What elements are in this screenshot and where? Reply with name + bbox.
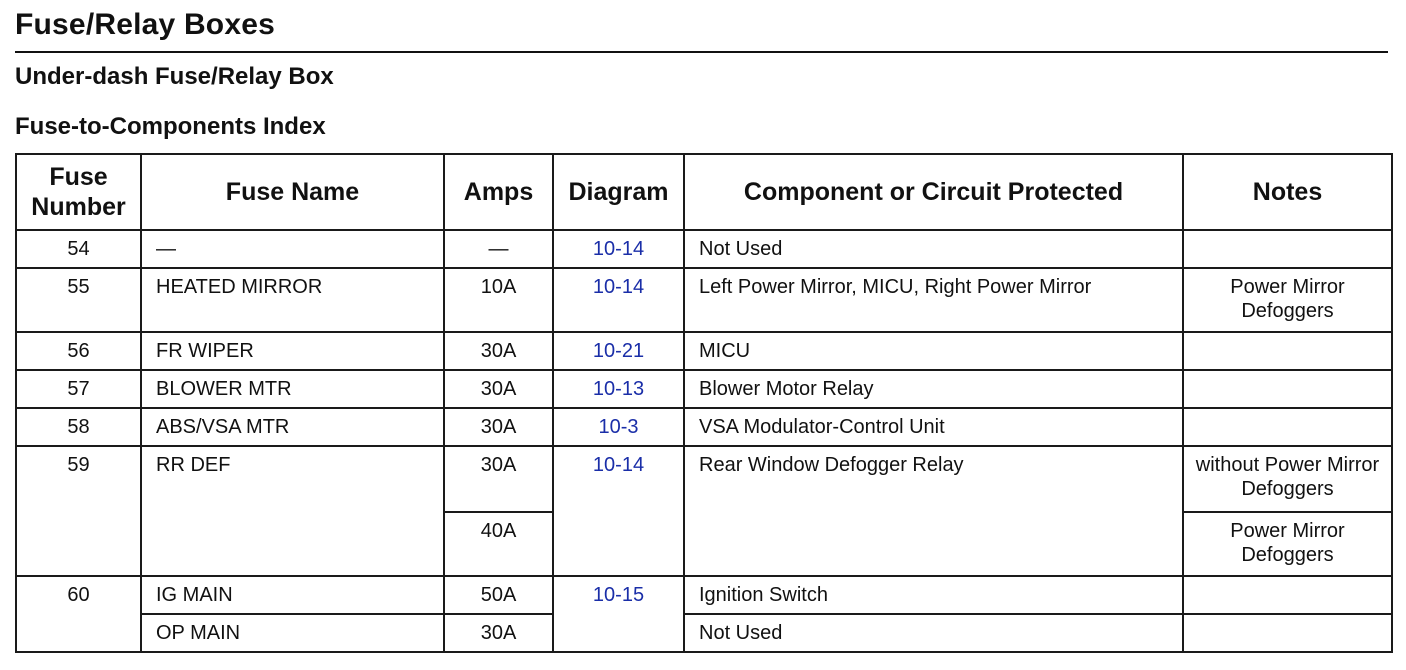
amps-cell: 30A	[444, 370, 553, 408]
amps-cell: 40A	[444, 512, 553, 576]
table-header-row	[16, 154, 1392, 230]
amps-cell: 30A	[444, 614, 553, 652]
table-row	[16, 446, 1392, 512]
fuse-number-cell: 60	[16, 576, 141, 652]
column-header-component: Component or Circuit Protected	[684, 154, 1183, 230]
table-row	[16, 614, 1392, 652]
diagram-link[interactable]: 10-15	[553, 576, 684, 652]
component-cell: Not Used	[684, 230, 1183, 268]
amps-cell: 30A	[444, 446, 553, 512]
diagram-link[interactable]: 10-21	[553, 332, 684, 370]
page-title: Fuse/Relay Boxes	[15, 8, 275, 41]
component-cell: Blower Motor Relay	[684, 370, 1183, 408]
fuse-number-cell: 58	[16, 408, 141, 446]
diagram-link[interactable]: 10-14	[553, 268, 684, 332]
column-header-notes: Notes	[1183, 154, 1392, 230]
table-row	[16, 332, 1392, 370]
notes-cell	[1183, 408, 1392, 446]
notes-cell	[1183, 268, 1392, 332]
notes-cell	[1183, 370, 1392, 408]
amps-cell: 10A	[444, 268, 553, 332]
column-header-fuse-name: Fuse Name	[141, 154, 444, 230]
component-cell: Ignition Switch	[684, 576, 1183, 614]
column-header-diagram: Diagram	[553, 154, 684, 230]
table-row	[16, 230, 1392, 268]
fuse-number-cell: 57	[16, 370, 141, 408]
table-row	[16, 408, 1392, 446]
fuse-index-table	[15, 153, 1393, 653]
table-row	[16, 370, 1392, 408]
fuse-name-cell: IG MAIN	[141, 576, 444, 614]
component-cell: VSA Modulator-Control Unit	[684, 408, 1183, 446]
diagram-link[interactable]: 10-14	[553, 446, 684, 576]
fuse-name-cell: FR WIPER	[141, 332, 444, 370]
amps-cell: 30A	[444, 408, 553, 446]
fuse-name-cell: OP MAIN	[141, 614, 444, 652]
column-header-fuse-number: Fuse Number	[16, 154, 141, 230]
amps-cell: 30A	[444, 332, 553, 370]
fuse-name-cell: ABS/VSA MTR	[141, 408, 444, 446]
fuse-name-cell: —	[141, 230, 444, 268]
notes-text: without Power Mirror Defoggers	[1195, 454, 1380, 500]
title-divider	[15, 51, 1388, 53]
notes-cell	[1183, 230, 1392, 268]
diagram-link[interactable]: 10-14	[553, 230, 684, 268]
column-header-amps: Amps	[444, 154, 553, 230]
notes-cell	[1183, 512, 1392, 576]
fuse-name-cell: HEATED MIRROR	[141, 268, 444, 332]
component-cell: Rear Window Defogger Relay	[684, 446, 1183, 576]
fuse-number-cell: 59	[16, 446, 141, 576]
diagram-link[interactable]: 10-13	[553, 370, 684, 408]
amps-cell: 50A	[444, 576, 553, 614]
notes-text: Power Mirror Defoggers	[1230, 276, 1345, 322]
notes-cell	[1183, 576, 1392, 614]
component-cell: Left Power Mirror, MICU, Right Power Mirror	[684, 268, 1183, 332]
section-subtitle: Under-dash Fuse/Relay Box	[15, 63, 334, 90]
notes-cell	[1183, 614, 1392, 652]
table-row	[16, 576, 1392, 614]
component-cell: MICU	[684, 332, 1183, 370]
diagram-link[interactable]: 10-3	[553, 408, 684, 446]
component-cell: Not Used	[684, 614, 1183, 652]
fuse-number-cell: 54	[16, 230, 141, 268]
fuse-number-cell: 56	[16, 332, 141, 370]
amps-cell: —	[444, 230, 553, 268]
notes-cell	[1183, 446, 1392, 512]
notes-text: Power Mirror Defoggers	[1230, 520, 1345, 566]
table-row	[16, 268, 1392, 332]
fuse-name-cell: RR DEF	[141, 446, 444, 576]
index-title: Fuse-to-Components Index	[15, 113, 326, 140]
notes-cell	[1183, 332, 1392, 370]
fuse-number-cell: 55	[16, 268, 141, 332]
fuse-name-cell: BLOWER MTR	[141, 370, 444, 408]
